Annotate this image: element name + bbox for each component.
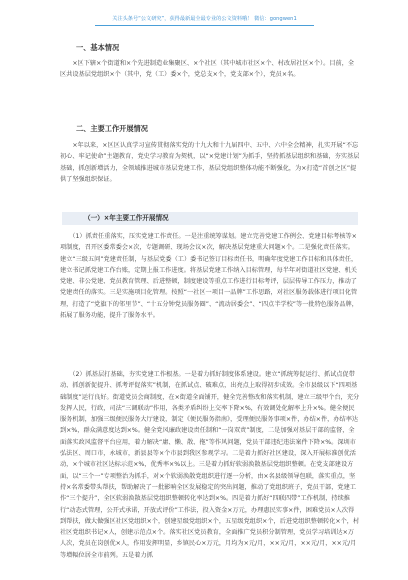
subsection-title-text: （一）×年主要工作开展情况 xyxy=(84,214,169,222)
foundation-paragraph: （2）抓基层打基础，夯实党建工作根基。一是着力抓好制度体系建设。建立“抓统筹促运行、抓试点促带动、抓创新促提升、抓考评促落实”机制，在抓试点、破难点，出亮点上取得初步成效。全市县级以下“四项基础制度”运行良好。街道党员会商制度，在×街道全面铺开，健全完善整改和落实机制，建立三级甲个台，充分发挥人民，行政，司法“三调联动”作用，各类矛盾纠纷上交率下降×%，有效调处化解率上升×%。健全便民服务机制，加强三级便民服务大厅建设，制定《便民服务指南》，受理便民服务事项×件，办结×件，办结率达到×%，群众满意度达到×%。健全党风廉政建设责任制和“一岗双责”制度，二是加强对基层干部的监督，全面落实政风监督平台应用，着力解决“庸、懒、散、拖”等作风问题，党员干部违纪违法案件下降×%。深圳市弘法区、周口市，永城市，新县县等×个市县到我区参观学习。二是着力抓好社区建设，深入开展标准创优活动，×个城市社区达标示范×%，优秀率×%以上。三是着力抓好软弱涣散基层党组织整顿。在党支部建设方面，以“三个一”专项整治为抓手，对×个软弱涣散党组织进行逐一分析，由×名县级领导包联，落实重点，坚持×名常委带头帮扶，帮助解决了一批影响全区发展稳定的突出问题，推动了党组织班子，党员干部，党建工作“三个提升”，全区软弱涣散基层党组织整顿转化率达到×%。四是着力抓好“四联四带”工作机制，持续推行“动态式管理，公开式承诺，开放式评价”工作法，投入资金×万元，办理惠民实事×件，困难党员×人次得到帮扶，做大做强区社区党组织×个，创建星级党组织×个，五星级党组织×个，后进党组织整顿转化×个，村社区党组织书记×人，创建示范点×个。落实社区党员教育，全面推广党员积分制管理，党员学习培训达×万人次，党员在岗创优×人，作用发挥明显，乡镇民心×万元，月均为×元/月，××元/月，××元/月，××元/月等增幅位居全市前列。五是着力抓 xyxy=(60,371,360,559)
responsibility-paragraph: （1）抓责任重落实，压实党建工作责任。一是注重统筹谋划。建立完善党建工作例会、党建目标考核等×项制度，召开区委常委会×次，专题调研、现场会议×次，解决基层党建重大问题×个。二是强化责任落实。建立“三级五问”党建责任制，与基层党委（工）委书记签订目标责任书，明确年度党建工作目标和具体责任，建立书记抓党建工作台账，定期上报工作进度。将基层党建工作纳入目标管理，每半年对街道社区党建、机关党建、非公党建、党员教育管理、后进整顿，制度建设等重点工作进行目标考评，层层传导工作压力，推动了党建责任的落实。三是实施项目化管理。按照“一社区一项目一品牌”工作思路，对社区服务载体进行项目化管理，打造了“党旗下的邻里节”、“十五分钟党员服务圈”、“流动居委会”、“四点半学校”等一批特色服务品牌，拓展了服务功能，提升了服务水平。 xyxy=(60,233,358,320)
subsection-title-annual-work xyxy=(62,212,358,225)
work-progress-intro: ×年以来，×区区认真学习宣传贯彻落实党的十九大和十九届四中、五中、六中全会精神，扎实开展“不忘初心、牢记使命”主题教育，党史学习教育为契机，以“×党建计划”为抓手，坚持抓基层组织和基础，夯实基层基础，抓创新增活力，全领域推进城市基层党建工作，基层党组织整体功能不断强化，为×打造“首创之区”提供了坚强组织保证。 xyxy=(60,142,360,183)
basic-info-paragraph: ×区下辖×个街道和×个先进制造业集聚区、×个社区（其中城市社区×个、村改居社区×个）。目前，全区共设基层党组织×个（其中，党（工）委×个，党总支×个，党支部×个），党员×名。 xyxy=(60,60,355,79)
section-heading-work-progress: 二、主要工作开展情况 xyxy=(76,124,148,133)
promo-banner: 关注头条号“公文研究”，获得最新最全最专业的公文资料哦！ 微信：gongwen1 xyxy=(95,15,314,26)
section-heading-basic-info: 一、基本情况 xyxy=(76,43,120,52)
